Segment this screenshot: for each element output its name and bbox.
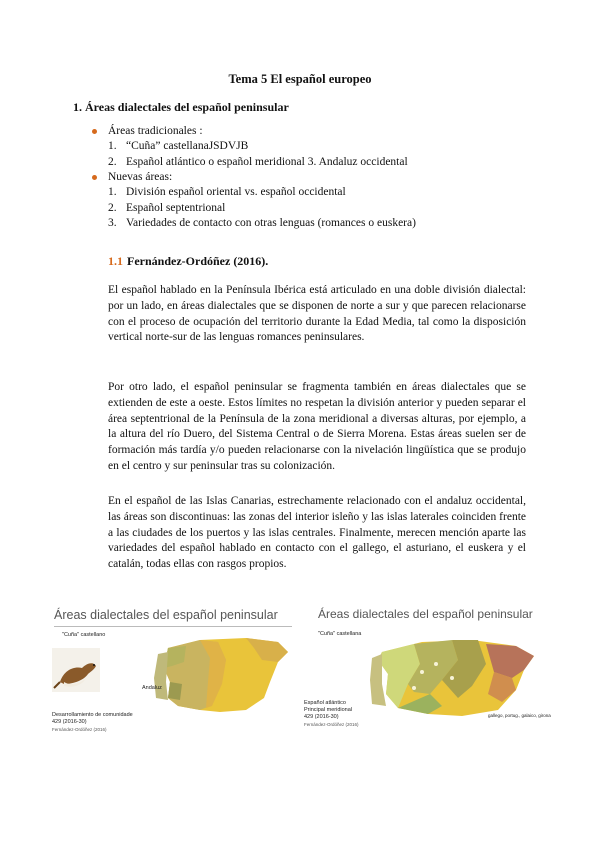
slide-caption-3: Fernández-Ordóñez (2016) (52, 727, 107, 732)
list-item: 2. Español septentrional (108, 201, 226, 214)
slide-caption-1: Desarrollamiento de comunidade (52, 712, 133, 718)
list-item: 1. División español oriental vs. español occidental (108, 186, 346, 198)
section-number: 1. (73, 100, 82, 114)
slide-caption-b: Principal meridional (304, 707, 352, 713)
paragraph-1: El español hablado en la Península Ibérica está articulado en una doble división dialectal: por un lado, en áreas dialectales que se disponen de norte a sur y que parecen relacionarse con el proceso de ocupación del territorio durante la Edad Media, tal como la disposición vertical norte-sur de las lenguas romances peninsulares. (108, 284, 526, 344)
paragraph-2: Por otro lado, el español peninsular se fragmenta también en áreas dialectales que se extienden de este a oeste. Estos límites no respetan la división anterior y pueden separar el área septentrional de la Península de la zona meridional a diversas alturas, por ejemplo, a la altura del río Duero, del Sistema Central o de Sierra Morena. Estas áreas suelen ser de formación más tardía y/o pueden relacionarse con la nivelación lingüística que se produjo en el centro y sur peninsular tras su colonización. (108, 381, 526, 472)
list-item: 3. Variedades de contacto con otras lenguas (romances o euskera) (108, 217, 416, 229)
numbered-list (108, 139, 416, 170)
spain-map-shape (164, 638, 288, 712)
subsection-heading (108, 254, 268, 269)
bullet-item (90, 124, 416, 170)
slide-caption-a: Español atlántico (304, 700, 346, 706)
subsection-number: 1.1 (108, 254, 123, 268)
weasel-photo (52, 648, 100, 692)
portugal-shape (154, 652, 168, 700)
section-heading (73, 100, 289, 115)
slide-caption-2: 429 (2016-30) (52, 719, 87, 725)
slide-caption-d: Fernández-Ordóñez (2016) (304, 722, 359, 727)
slide-title: Áreas dialectales del español peninsular (54, 608, 278, 622)
slide-title: Áreas dialectales del español peninsular (318, 607, 533, 621)
bullet-label: Nuevas áreas: (108, 171, 173, 183)
subsection-title: Fernández-Ordóñez (2016). (127, 254, 269, 268)
list-item: 2. Español atlántico o español meridional 3. Andaluz occidental (108, 155, 408, 168)
bullet-list (90, 124, 416, 232)
slide-label-cuna: "Cuña" castellana (318, 631, 362, 637)
document-title: Tema 5 El español europeo (228, 72, 372, 86)
slide-caption-c: 429 (2016-30) (304, 714, 339, 720)
bullet-item (90, 170, 416, 232)
list-item: 1. “Cuña” castellanaJSDVJB (108, 140, 249, 152)
bullet-label: Áreas tradicionales : (108, 125, 203, 137)
paragraph-3: En el español de las Islas Canarias, estrechamente relacionado con el andaluz occidental, las áreas son discontinuas: las zonas del interior isleño y las islas laterales coinciden frente a las ciudades de los puertos y las islas centrales. Finalmente, merecen mención aparte las variedades del español hablado en contacto con el gallego, el asturiano, el euskera y el catalán, todas ellas con rasgos propios. (108, 495, 526, 571)
section-title: Áreas dialectales del español peninsular (85, 100, 289, 114)
spain-map-shape (378, 640, 534, 716)
numbered-list (108, 185, 416, 232)
slide-image-right (302, 594, 552, 734)
slide-caption-right: gallego, portug., galaico, girona (488, 713, 551, 718)
slide-image-left (50, 602, 296, 734)
slide-label-cuna: "Cuña" castellano (62, 632, 106, 638)
slide-label-andaluz: Andaluz (142, 685, 162, 691)
